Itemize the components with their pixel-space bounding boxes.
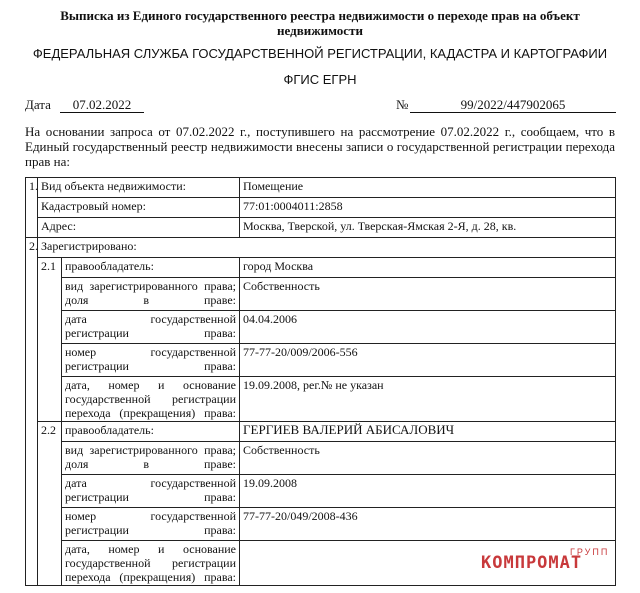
- registry-table: [25, 177, 616, 586]
- object-type-value: Помещение: [240, 178, 616, 198]
- holder-label: правообладатель:: [62, 258, 240, 278]
- object-type-label: Вид объекта недвижимости:: [38, 178, 240, 198]
- registered-label: Зарегистрировано:: [38, 238, 616, 258]
- right-type-label: вид зарегистрированного права; доля в праве:: [62, 442, 240, 475]
- table-row: [26, 344, 616, 377]
- table-row: [26, 238, 616, 258]
- number-label: №: [396, 97, 409, 112]
- table-row: [26, 178, 616, 198]
- date-label: Дата: [25, 97, 51, 112]
- holder-label: правообладатель:: [62, 422, 240, 442]
- right-type-value: Собственность: [240, 442, 616, 475]
- registration-date-label: дата государственной регистрации права:: [62, 475, 240, 508]
- table-row: [26, 377, 616, 422]
- section-number: 2.: [26, 238, 38, 586]
- address-value: Москва, Тверской, ул. Тверская-Ямская 2-Я, д. 28, кв.: [240, 218, 616, 238]
- table-row: [26, 475, 616, 508]
- agency-name: ФЕДЕРАЛЬНАЯ СЛУЖБА ГОСУДАРСТВЕННОЙ РЕГИСТРАЦИИ, КАДАСТРА И КАРТОГРАФИИ: [32, 46, 608, 61]
- number-value: 99/2022/447902065: [410, 97, 616, 113]
- transfer-basis-label: дата, номер и основание государственной регистрации перехода (прекращения) права:: [62, 377, 240, 422]
- watermark-superscript: ГРУПП: [570, 547, 610, 557]
- registration-number-value: 77-77-20/009/2006-556: [240, 344, 616, 377]
- document-title: Выписка из Единого государственного реестра недвижимости о переходе прав на объект недвижимости: [60, 8, 580, 38]
- table-row: [26, 508, 616, 541]
- registration-number-label: номер государственной регистрации права:: [62, 508, 240, 541]
- cadastral-label: Кадастровый номер:: [38, 198, 240, 218]
- registration-date-label: дата государственной регистрации права:: [62, 311, 240, 344]
- table-row: [26, 422, 616, 442]
- system-name: ФГИС ЕГРН: [283, 72, 357, 87]
- address-label: Адрес:: [38, 218, 240, 238]
- right-type-label: вид зарегистрированного права; доля в праве:: [62, 278, 240, 311]
- table-row: [26, 258, 616, 278]
- cadastral-value: 77:01:0004011:2858: [240, 198, 616, 218]
- transfer-basis-value: 19.09.2008, рег.№ не указан: [240, 377, 616, 422]
- table-row: [26, 311, 616, 344]
- registration-number-label: номер государственной регистрации права:: [62, 344, 240, 377]
- date-value: 07.02.2022: [60, 97, 144, 113]
- registration-number-value: 77-77-20/049/2008-436: [240, 508, 616, 541]
- registration-date-value: 04.04.2006: [240, 311, 616, 344]
- table-row: [26, 218, 616, 238]
- intro-paragraph: На основании запроса от 07.02.2022 г., поступившего на рассмотрение 07.02.2022 г., сообщаем, что в Единый государственный реестр недвижимости внесены записи о государственной регистрации перехода прав на:: [25, 124, 615, 169]
- entry-number: 2.1: [38, 258, 62, 422]
- table-row: [26, 442, 616, 475]
- section-number: 1.: [26, 178, 38, 238]
- watermark-logo: КОМПРОМАТ: [481, 553, 583, 573]
- table-row: [26, 278, 616, 311]
- holder-value: ГЕРГИЕВ ВАЛЕРИЙ АБИСАЛОВИЧ: [240, 422, 616, 442]
- right-type-value: Собственность: [240, 278, 616, 311]
- entry-number: 2.2: [38, 422, 62, 586]
- transfer-basis-label: дата, номер и основание государственной регистрации перехода (прекращения) права:: [62, 541, 240, 586]
- holder-value: город Москва: [240, 258, 616, 278]
- table-row: [26, 198, 616, 218]
- registration-date-value: 19.09.2008: [240, 475, 616, 508]
